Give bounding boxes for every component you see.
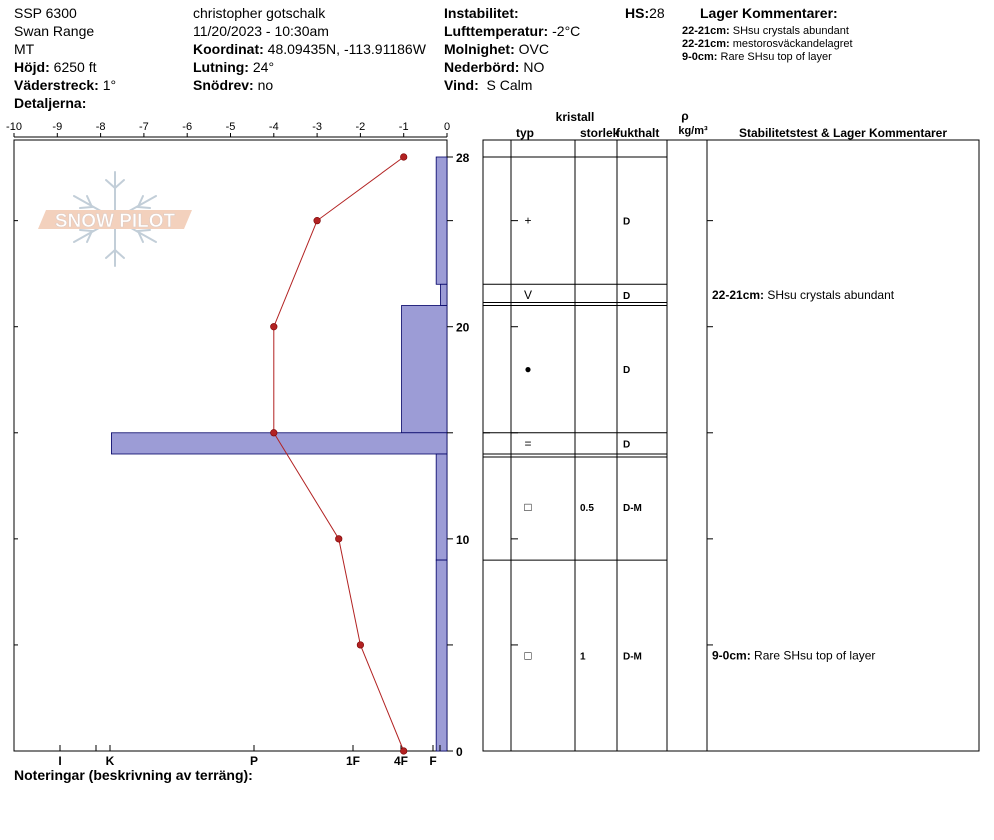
hardness-layer-bar — [436, 454, 447, 560]
elevation: Höjd: 6250 ft — [14, 59, 97, 75]
grain-type-symbol: + — [524, 213, 532, 228]
grain-type-symbol: ● — [524, 362, 532, 377]
hardness-layer-bar — [436, 560, 447, 751]
top-axis-label: -3 — [312, 121, 322, 133]
grain-type-symbol: □ — [524, 648, 532, 663]
top-axis-label: -1 — [398, 121, 409, 133]
layer-comment: 22-21cm: SHsu crystals abundant — [682, 25, 849, 37]
instability: Instabilitet: — [444, 5, 519, 21]
hardness-layer-bar — [402, 306, 447, 433]
snowpilot-logo — [38, 172, 192, 266]
hardness-layer-bar — [441, 284, 447, 305]
grain-type-symbol: V — [523, 287, 533, 302]
hardness-label: F — [429, 754, 437, 768]
observer: christopher gotschalk — [193, 5, 326, 21]
top-axis-label: -6 — [182, 121, 193, 133]
hardness-label: I — [58, 754, 62, 768]
wind: Vind: S Calm — [444, 77, 533, 93]
wind-loading: Snödrev: no — [193, 77, 274, 93]
hardness-axis — [14, 745, 440, 768]
hardness-label: P — [249, 754, 259, 768]
top-axis-label: -10 — [6, 121, 22, 133]
table-comment — [712, 288, 895, 302]
top-axis-label: -2 — [355, 121, 366, 133]
air-temperature: Lufttemperatur: -2°C — [444, 23, 581, 39]
moisture: D — [623, 216, 631, 228]
grain-type-symbol: = — [524, 436, 532, 451]
datetime: 11/20/2023 - 10:30am — [193, 23, 329, 39]
top-axis-label: -9 — [52, 121, 63, 133]
layer-comments — [712, 288, 895, 663]
top-axis-label: -7 — [139, 121, 149, 133]
state: MT — [14, 41, 35, 57]
pit-id: SSP 6300 — [14, 5, 77, 21]
top-axis-label: -4 — [268, 121, 279, 133]
range-name: Swan Range — [14, 23, 95, 39]
moisture: D-M — [623, 651, 642, 663]
height-label: 0 — [456, 745, 463, 759]
top-axis-label: -8 — [95, 121, 106, 133]
height-axis — [14, 151, 470, 759]
hardness-layer-bar — [436, 157, 447, 284]
table-right-ticks — [707, 221, 713, 645]
details: Detaljerna: — [14, 95, 87, 111]
moisture: D-M — [623, 503, 642, 515]
table-comment-range: 9-0cm: — [712, 648, 751, 663]
moisture: D — [623, 365, 631, 377]
table-comment-text: SHsu crystals abundant — [764, 287, 895, 302]
temperature-point — [271, 429, 278, 436]
table-comment-range: 22-21cm: — [712, 287, 765, 302]
height-label: 10 — [456, 532, 470, 547]
table-comment — [712, 649, 875, 663]
aspect: Väderstreck: 1° — [14, 77, 117, 93]
layer-comment: 9-0cm: Rare SHsu top of layer — [682, 51, 832, 63]
table-comment-text: Rare SHsu top of layer — [750, 648, 876, 663]
layer-comment: 22-21cm: mestorosväckandelagret — [682, 38, 853, 50]
kristall-header: kristall — [555, 110, 595, 124]
grain-type-symbol: □ — [524, 500, 532, 515]
grain-size: 1 — [580, 651, 586, 663]
slope: Lutning: 24° — [193, 59, 275, 75]
temperature-point — [400, 748, 407, 755]
col-storlek: storlek — [580, 126, 620, 140]
temperature-point — [400, 154, 407, 161]
rho-symbol: ρ — [681, 109, 689, 123]
col-comments: Stabilitetstest & Lager Kommentarer — [738, 126, 948, 140]
layer-comments-title: Lager Kommentarer: — [700, 5, 838, 21]
snow-height: HS:28 — [625, 5, 665, 21]
hardness-label: 1F — [345, 754, 361, 768]
hardness-label: K — [105, 754, 115, 768]
grain-size: 0.5 — [580, 503, 594, 515]
moisture: D — [623, 290, 631, 302]
top-axis — [6, 121, 450, 137]
temperature-point — [314, 217, 321, 224]
hardness-label: 4F — [393, 754, 409, 768]
coordinates: Koordinat: 48.09435N, -113.91186W — [193, 41, 426, 57]
top-axis-label: 0 — [443, 121, 451, 133]
height-label: 20 — [456, 320, 470, 335]
temperature-point — [335, 536, 342, 543]
col-typ: typ — [516, 126, 534, 140]
notes-label: Noteringar (beskrivning av terräng): — [14, 767, 253, 783]
temperature-point — [357, 642, 364, 649]
hardness-profile — [111, 157, 447, 751]
hardness-layer-bar — [111, 433, 447, 454]
top-axis-label: -5 — [225, 121, 236, 133]
height-label: 28 — [456, 151, 470, 165]
col-fukthalt: fukthalt — [616, 126, 660, 140]
rho-unit: kg/m³ — [678, 125, 708, 137]
logo-text: SNOW PILOT — [54, 211, 176, 232]
moisture: D — [623, 439, 631, 451]
sky-cover: Molnighet: OVC — [444, 41, 549, 57]
temperature-point — [271, 323, 278, 330]
precipitation: Nederbörd: NO — [444, 59, 545, 75]
